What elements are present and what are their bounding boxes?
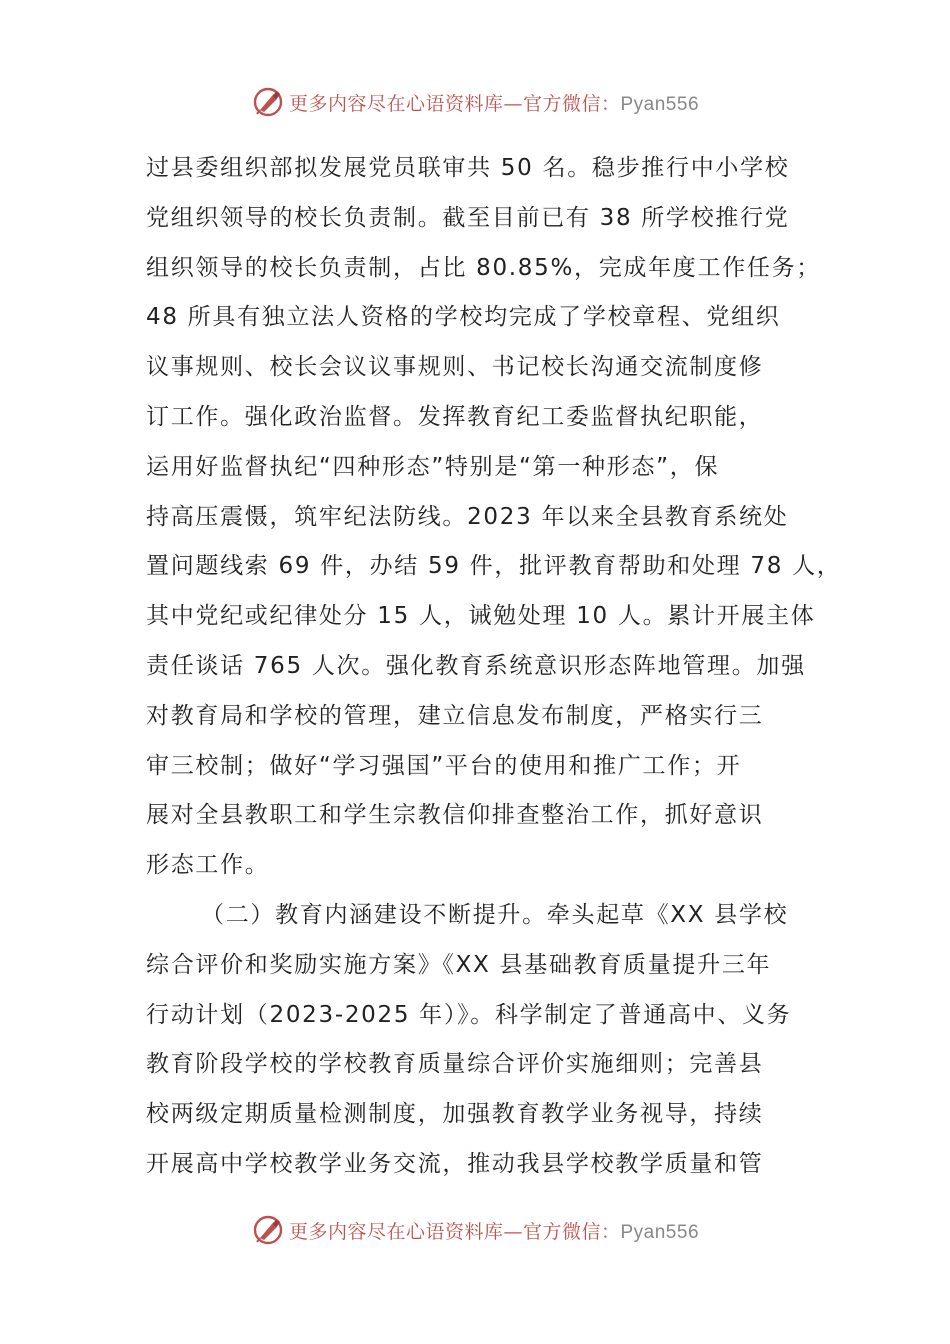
body-line: 综合评价和奖励实施方案》《XX 县基础教育质量提升三年 bbox=[146, 951, 772, 978]
body-line: 过县委组织部拟发展党员联审共 50 名。稳步推行中小学校 bbox=[146, 155, 790, 181]
body-line: 形态工作。 bbox=[146, 852, 270, 879]
body-line: 校两级定期质量检测制度，加强教育教学业务视导，持续 bbox=[146, 1101, 764, 1128]
pen-logo-icon bbox=[251, 1213, 285, 1247]
body-line: 议事规则、校长会议议事规则、书记校长沟通交流制度修 bbox=[146, 354, 764, 381]
body-line: 其中党纪或纪律处分 15 人，诫勉处理 10 人。累计开展主体 bbox=[146, 603, 816, 630]
body-line: 持高压震慑，筑牢纪法防线。2023 年以来全县教育系统处 bbox=[146, 503, 789, 530]
header-banner bbox=[0, 82, 950, 122]
body-line: 订工作。强化政治监督。发挥教育纪工委监督执纪职能， bbox=[146, 403, 764, 430]
body-line: 置问题线索 69 件，办结 59 件，批评教育帮助和处理 78 人， bbox=[146, 553, 842, 580]
body-line: 展对全县教职工和学生宗教信仰排查整治工作，抓好意识 bbox=[146, 802, 764, 829]
footer-banner-text: 更多内容尽在心语资料库—官方微信： bbox=[288, 1220, 621, 1243]
header-banner-wechat: Pyan556 bbox=[620, 93, 700, 115]
section-heading-line: （二）教育内涵建设不断提升。牵头起草《XX 县学校 bbox=[201, 901, 789, 928]
document-body bbox=[146, 144, 842, 1190]
footer-banner-wechat: Pyan556 bbox=[620, 1221, 700, 1243]
body-line: 审三校制；做好“学习强国”平台的使用和推广工作；开 bbox=[146, 752, 742, 779]
body-line: 行动计划（2023-2025 年）》。科学制定了普通高中、义务 bbox=[146, 1001, 792, 1028]
header-banner-text: 更多内容尽在心语资料库—官方微信： bbox=[288, 92, 621, 115]
body-line: 组织领导的校长负责制，占比 80.85%，完成年度工作任务； bbox=[146, 254, 822, 281]
body-line: 开展高中学校教学业务交流，推动我县学校教学质量和管 bbox=[146, 1150, 764, 1177]
footer-banner bbox=[0, 1210, 950, 1250]
body-line: 对教育局和学校的管理，建立信息发布制度，严格实行三 bbox=[146, 702, 764, 729]
pen-logo-icon bbox=[251, 85, 285, 119]
body-line: 教育阶段学校的学校教育质量综合评价实施细则；完善县 bbox=[146, 1051, 764, 1078]
body-line: 48 所具有独立法人资格的学校均完成了学校章程、党组织 bbox=[146, 304, 781, 331]
body-line: 党组织领导的校长负责制。截至目前已有 38 所学校推行党 bbox=[146, 204, 790, 231]
body-line: 运用好监督执纪“四种形态”特别是“第一种形态”，保 bbox=[146, 453, 720, 480]
body-line: 责任谈话 765 人次。强化教育系统意识形态阵地管理。加强 bbox=[146, 652, 806, 679]
